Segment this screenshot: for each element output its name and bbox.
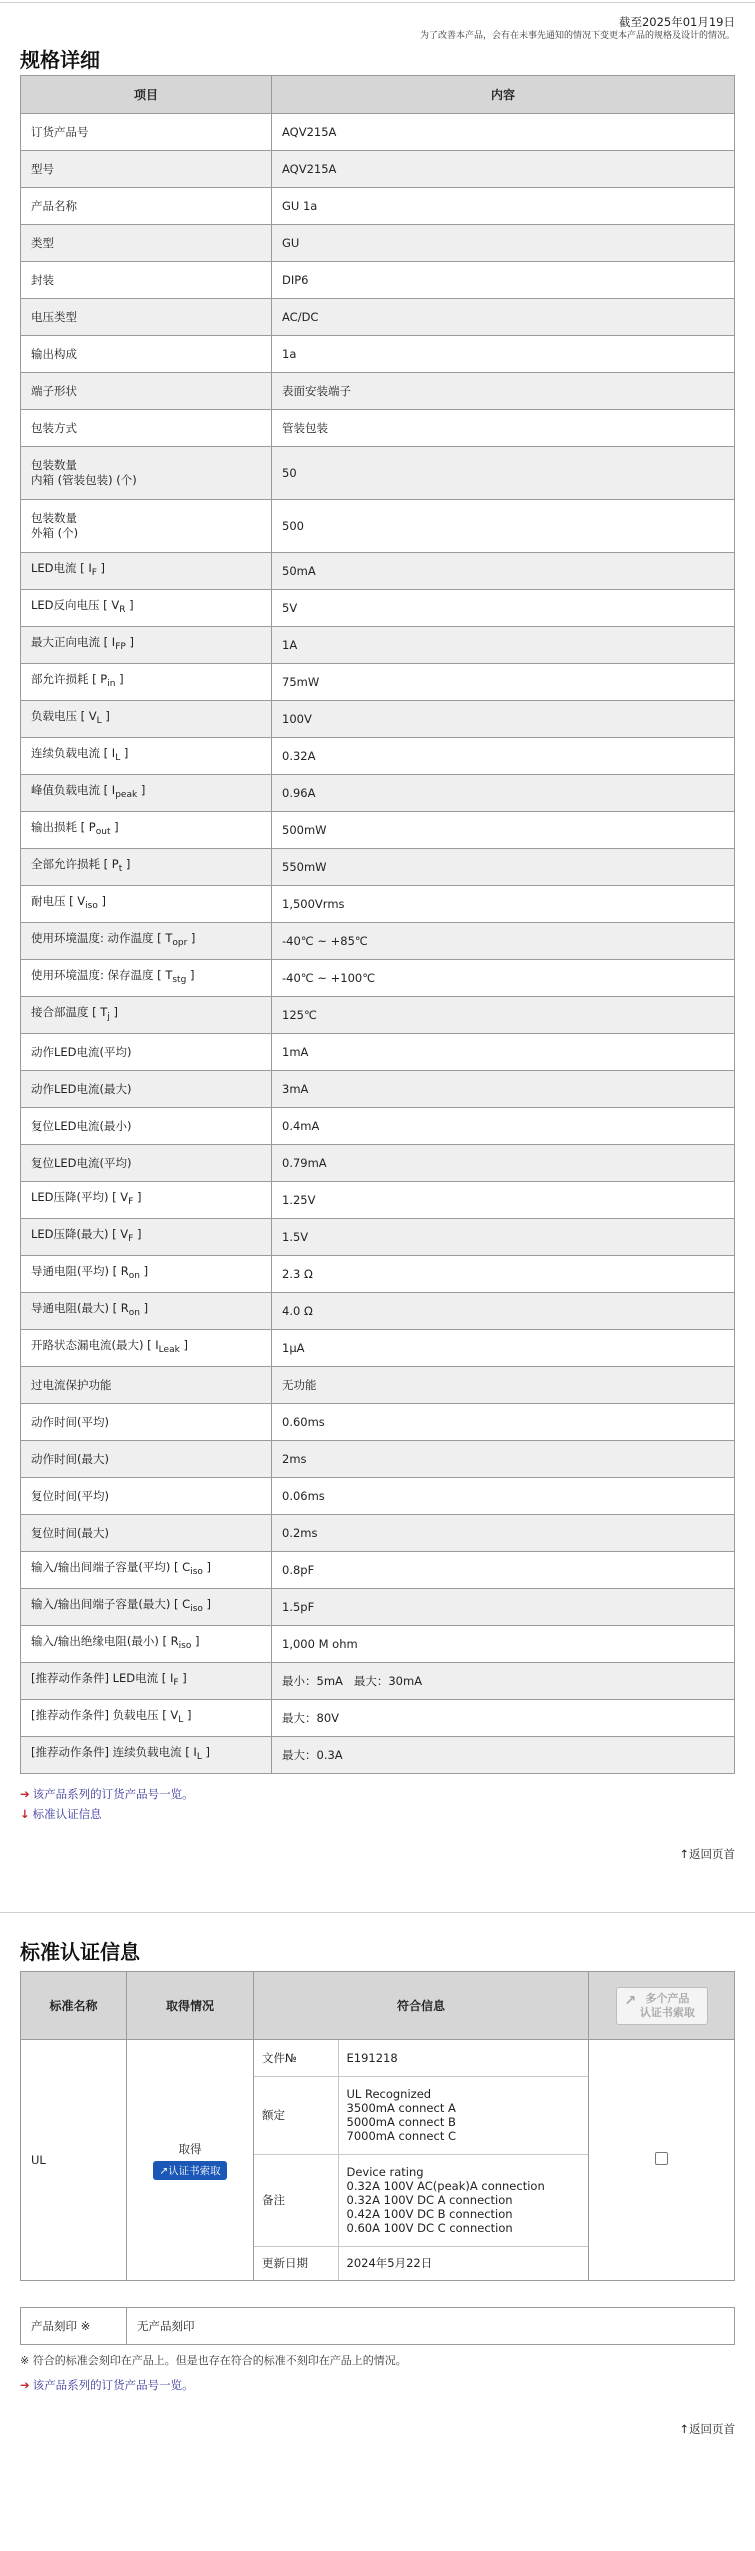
spec-row-label bbox=[21, 151, 272, 188]
spec-row bbox=[21, 923, 735, 960]
spec-label-subscript: on bbox=[128, 1308, 140, 1318]
remark-value: Device rating 0.32A 100V AC(peak)A connection 0.32A 100V DC A connection 0.42A 100V DC B connection 0.60A 100V DC C connection bbox=[338, 2154, 588, 2246]
spec-row bbox=[21, 1663, 735, 1700]
spec-row-value: 0.2ms bbox=[272, 1515, 735, 1552]
spec-label-text: 导通电阻(平均) [ R bbox=[31, 1264, 129, 1278]
spec-row bbox=[21, 262, 735, 299]
spec-row-label bbox=[21, 1404, 272, 1441]
spec-label-subscript: Leak bbox=[158, 1345, 180, 1355]
remark-label: 备注 bbox=[254, 2154, 338, 2246]
spec-row bbox=[21, 410, 735, 447]
spec-label-suffix: ] bbox=[201, 1745, 210, 1759]
spec-row-value: 4.0 Ω bbox=[272, 1293, 735, 1330]
spec-row-label bbox=[21, 299, 272, 336]
cert-table bbox=[20, 1971, 735, 2281]
spec-label-suffix: ] bbox=[178, 1671, 187, 1685]
spec-label-text: 动作时间(平均) bbox=[31, 1414, 109, 1429]
spec-row-label bbox=[21, 960, 272, 997]
spec-row-label bbox=[21, 262, 272, 299]
spec-label-text: 最大正向电流 [ I bbox=[31, 635, 116, 649]
spec-label-text: 连续负载电流 [ I bbox=[31, 746, 116, 760]
spec-row-label bbox=[21, 1071, 272, 1108]
spec-row bbox=[21, 553, 735, 590]
spec-row bbox=[21, 114, 735, 151]
spec-label-text: 订货产品号 bbox=[31, 124, 89, 139]
spec-label-suffix: ] bbox=[96, 561, 106, 575]
spec-row bbox=[21, 1219, 735, 1256]
spec-row bbox=[21, 1700, 735, 1737]
spec-label-text: 输出损耗 [ P bbox=[31, 820, 96, 834]
spec-label-text: 输出构成 bbox=[31, 346, 77, 361]
spec-label-text: 动作时间(最大) bbox=[31, 1451, 109, 1466]
spec-row-value: AQV215A bbox=[272, 114, 735, 151]
spec-row bbox=[21, 151, 735, 188]
file-no-label: 文件№ bbox=[254, 2040, 338, 2076]
spec-label-text: 使用环境温度: 保存温度 [ T bbox=[31, 968, 173, 982]
spec-row bbox=[21, 1071, 735, 1108]
rating-label: 额定 bbox=[254, 2076, 338, 2154]
spec-row-label bbox=[21, 849, 272, 886]
change-notice: 为了改善本产品，会有在未事先通知的情况下变更本产品的规格及设计的情况。 bbox=[419, 31, 735, 41]
spec-row-value: 0.32A bbox=[272, 738, 735, 775]
cert-info-table bbox=[254, 2040, 588, 2280]
spec-row-label bbox=[21, 997, 272, 1034]
spec-row-label bbox=[21, 1552, 272, 1589]
spec-links bbox=[20, 1784, 755, 1824]
spec-row bbox=[21, 1626, 735, 1663]
cert-info-cell bbox=[254, 2040, 589, 2281]
spec-label-subscript: j bbox=[107, 1012, 110, 1022]
spec-row bbox=[21, 775, 735, 812]
cert-select-cell bbox=[589, 2040, 735, 2281]
date-line: 截至2025年01月19日 bbox=[618, 15, 735, 29]
spec-label-text: 封装 bbox=[31, 272, 54, 287]
spec-label-text: 过电流保护功能 bbox=[31, 1377, 112, 1392]
spec-label-text: 部允许损耗 [ P bbox=[31, 672, 108, 686]
spec-label-text: 复位时间(最大) bbox=[31, 1525, 109, 1540]
spec-row-label bbox=[21, 923, 272, 960]
spec-label-subscript: iso bbox=[190, 1567, 203, 1577]
spec-row bbox=[21, 1737, 735, 1774]
spec-row-label bbox=[21, 1256, 272, 1293]
spec-label-text: 动作LED电流(平均) bbox=[31, 1044, 132, 1059]
spec-label-subscript: iso bbox=[190, 1604, 203, 1614]
spec-row-label bbox=[21, 1145, 272, 1182]
arrow-up-icon: ↑ bbox=[679, 2422, 689, 2436]
cert-title: 标准认证信息 bbox=[20, 1940, 140, 1964]
cert-info-link[interactable] bbox=[20, 1804, 755, 1824]
spec-row bbox=[21, 1589, 735, 1626]
spec-row-value: -40℃ ~ +85℃ bbox=[272, 923, 735, 960]
spec-row-value: 0.06ms bbox=[272, 1478, 735, 1515]
page bbox=[0, 2, 755, 2447]
spec-row-value: 2ms bbox=[272, 1441, 735, 1478]
spec-row-value: DIP6 bbox=[272, 262, 735, 299]
cert-info-rating-row bbox=[254, 2076, 588, 2154]
cert-info-remark-row bbox=[254, 2154, 588, 2246]
section-divider bbox=[0, 1912, 755, 1913]
spec-label-subscript: F bbox=[128, 1234, 134, 1244]
spec-body bbox=[21, 114, 735, 1774]
spec-row-value: 1.5V bbox=[272, 1219, 735, 1256]
spec-label-text: 包装方式 bbox=[31, 420, 77, 435]
spec-row-value: 75mW bbox=[272, 664, 735, 701]
spec-label-subscript: L bbox=[96, 716, 102, 726]
spec-row-value: 1,000 M ohm bbox=[272, 1626, 735, 1663]
spec-title: 规格详细 bbox=[20, 48, 100, 72]
spec-row-value: GU bbox=[272, 225, 735, 262]
arrow-up-icon: ↑ bbox=[679, 1847, 689, 1861]
spec-label-text: LED反向电压 [ V bbox=[31, 598, 120, 612]
spec-row bbox=[21, 1404, 735, 1441]
spec-row-value: -40℃ ~ +100℃ bbox=[272, 960, 735, 997]
rating-value: UL Recognized 3500mA connect A 5000mA connect B 7000mA connect C bbox=[338, 2076, 588, 2154]
spec-label-subscript: iso bbox=[178, 1641, 192, 1651]
spec-row-value: 0.60ms bbox=[272, 1404, 735, 1441]
spec-label-suffix: ] bbox=[186, 968, 195, 982]
spec-row-value: 1mA bbox=[272, 1034, 735, 1071]
spec-label-subscript: opr bbox=[172, 938, 188, 948]
spec-row-value: 500mW bbox=[272, 812, 735, 849]
spec-row-value: 125℃ bbox=[272, 997, 735, 1034]
product-mark-label: 产品刻印 ※ bbox=[21, 2308, 127, 2345]
spec-label-text: 耐电压 [ V bbox=[31, 894, 86, 908]
spec-row bbox=[21, 886, 735, 923]
spec-label-subscript: in bbox=[107, 679, 116, 689]
spec-row-value: 100V bbox=[272, 701, 735, 738]
series-list-link-label: 该产品系列的订货产品号一览。 bbox=[32, 1787, 194, 1801]
file-no-value: E191218 bbox=[338, 2040, 588, 2076]
spec-row bbox=[21, 336, 735, 373]
spec-row-value: AC/DC bbox=[272, 299, 735, 336]
spec-label-suffix: ] bbox=[125, 598, 134, 612]
spec-label-text: LED电流 [ I bbox=[31, 561, 92, 575]
cert-row-ul bbox=[21, 2040, 735, 2281]
spec-label-text: 使用环境温度: 动作温度 [ T bbox=[31, 931, 173, 945]
spec-row bbox=[21, 1515, 735, 1552]
spec-row-value: 550mW bbox=[272, 849, 735, 886]
cert-status: 取得 bbox=[178, 2141, 202, 2156]
spec-header-row bbox=[21, 76, 735, 114]
cert-series-list-link-label: 该产品系列的订货产品号一览。 bbox=[32, 2378, 194, 2392]
spec-label-subscript: R bbox=[119, 605, 126, 615]
spec-row-value: 50mA bbox=[272, 553, 735, 590]
spec-label-subscript: F bbox=[91, 568, 97, 578]
spec-row-label bbox=[21, 114, 272, 151]
spec-row-label bbox=[21, 812, 272, 849]
spec-label-text: [推荐动作条件] 连续负载电流 [ I bbox=[31, 1745, 197, 1759]
spec-row-value: 最小：5mA 最大：30mA bbox=[272, 1663, 735, 1700]
date-block bbox=[0, 3, 755, 43]
back-to-top-link[interactable] bbox=[0, 1846, 755, 1862]
spec-row-label bbox=[21, 447, 272, 500]
spec-row bbox=[21, 738, 735, 775]
spec-label-subscript: out bbox=[95, 827, 111, 837]
arrow-right-icon: ➔ bbox=[20, 2378, 30, 2392]
cert-request-button[interactable] bbox=[153, 2161, 226, 2180]
product-mark-row bbox=[21, 2308, 735, 2345]
spec-row-value: 最大：80V bbox=[272, 1700, 735, 1737]
product-mark-value: 无产品刻印 bbox=[127, 2308, 735, 2345]
arrow-diagonal-icon: ↗ bbox=[624, 1992, 637, 2009]
cert-name: UL bbox=[21, 2040, 127, 2281]
spec-row-value: 2.3 Ω bbox=[272, 1256, 735, 1293]
spec-row-label bbox=[21, 1478, 272, 1515]
spec-label-text: 电压类型 bbox=[31, 309, 77, 324]
spec-label-suffix: ] bbox=[133, 1227, 142, 1241]
spec-row bbox=[21, 1145, 735, 1182]
spec-row-label bbox=[21, 553, 272, 590]
spec-label-suffix: ] bbox=[191, 1634, 200, 1648]
cert-info-update-row bbox=[254, 2246, 588, 2280]
spec-label-suffix: ] bbox=[115, 672, 124, 686]
spec-label-suffix: ] bbox=[133, 1190, 142, 1204]
spec-label-suffix: ] bbox=[202, 1597, 212, 1611]
spec-label-suffix: ] bbox=[137, 783, 146, 797]
cert-col-info: 符合信息 bbox=[254, 1972, 589, 2040]
spec-row-label bbox=[21, 1367, 272, 1404]
spec-row-value: 无功能 bbox=[272, 1367, 735, 1404]
spec-row-value: 5V bbox=[272, 590, 735, 627]
spec-label-text: 输入/输出绝缘电阻(最小) [ R bbox=[31, 1634, 179, 1648]
cert-back-to-top-link[interactable] bbox=[0, 2421, 755, 2447]
spec-label-text: 复位LED电流(最小) bbox=[31, 1118, 132, 1133]
spec-row-value: 表面安装端子 bbox=[272, 373, 735, 410]
spec-row bbox=[21, 1293, 735, 1330]
spec-row bbox=[21, 627, 735, 664]
cert-col-name: 标准名称 bbox=[21, 1972, 127, 2040]
cert-back-to-top-label: 返回页首 bbox=[689, 2422, 735, 2436]
spec-label-subscript: on bbox=[128, 1271, 140, 1281]
spec-label-text: 端子形状 bbox=[31, 383, 77, 398]
arrow-right-icon: ➔ bbox=[20, 1787, 30, 1801]
spec-label-suffix: ] bbox=[202, 1560, 212, 1574]
spec-row bbox=[21, 1552, 735, 1589]
cert-info-link-label: 标准认证信息 bbox=[32, 1807, 102, 1821]
spec-label-text: 接合部温度 [ T bbox=[31, 1005, 108, 1019]
spec-label-subscript: peak bbox=[115, 790, 138, 800]
arrow-down-icon: ↓ bbox=[20, 1807, 30, 1821]
spec-row-value: 1A bbox=[272, 627, 735, 664]
cert-request-label: 认证书索取 bbox=[168, 2164, 221, 2177]
spec-label-text: 产品名称 bbox=[31, 198, 77, 213]
spec-row-label bbox=[21, 627, 272, 664]
spec-col-content: 内容 bbox=[272, 76, 735, 114]
spec-label-suffix: ] bbox=[120, 746, 129, 760]
spec-row-value: GU 1a bbox=[272, 188, 735, 225]
spec-label-suffix: ] bbox=[109, 1005, 118, 1019]
spec-label-text: 全部允许损耗 [ P bbox=[31, 857, 119, 871]
spec-row-value: 1.5pF bbox=[272, 1589, 735, 1626]
spec-row-value: 0.96A bbox=[272, 775, 735, 812]
spec-row-label bbox=[21, 1293, 272, 1330]
spec-row bbox=[21, 188, 735, 225]
multi-product-cert-label: 多个产品 认证书索取 bbox=[639, 1991, 695, 2019]
spec-label-subscript: L bbox=[178, 1715, 184, 1725]
spec-row-label bbox=[21, 1515, 272, 1552]
spec-row-label bbox=[21, 1330, 272, 1367]
spec-row-value: 0.8pF bbox=[272, 1552, 735, 1589]
spec-row-value: 管装包装 bbox=[272, 410, 735, 447]
spec-row bbox=[21, 849, 735, 886]
cert-col-status: 取得情况 bbox=[127, 1972, 254, 2040]
spec-row-label bbox=[21, 500, 272, 553]
spec-label-suffix: ] bbox=[139, 1301, 149, 1315]
spec-label-subscript: F bbox=[128, 1197, 134, 1207]
spec-row bbox=[21, 960, 735, 997]
spec-row-label bbox=[21, 188, 272, 225]
spec-label-suffix: ] bbox=[122, 857, 131, 871]
series-list-link[interactable] bbox=[20, 1784, 755, 1804]
spec-row-label bbox=[21, 336, 272, 373]
spec-label-subscript: FP bbox=[115, 642, 126, 652]
spec-label-suffix: ] bbox=[139, 1264, 149, 1278]
spec-row bbox=[21, 1256, 735, 1293]
spec-label-subscript: t bbox=[118, 864, 123, 874]
spec-label-subscript: stg bbox=[172, 975, 187, 985]
spec-row-value: 最大：0.3A bbox=[272, 1737, 735, 1774]
update-date-label: 更新日期 bbox=[254, 2246, 338, 2280]
spec-row-value: 1.25V bbox=[272, 1182, 735, 1219]
spec-row bbox=[21, 373, 735, 410]
spec-row-value: 50 bbox=[272, 447, 735, 500]
cert-info-file-row bbox=[254, 2040, 588, 2076]
spec-label-text: 类型 bbox=[31, 235, 54, 250]
spec-col-item: 项目 bbox=[21, 76, 272, 114]
spec-label-suffix: ] bbox=[125, 635, 134, 649]
spec-label-subscript: F bbox=[173, 1678, 179, 1688]
spec-label-text: 输入/输出间端子容量(最大) [ C bbox=[31, 1597, 191, 1611]
spec-label-suffix: ] bbox=[110, 820, 119, 834]
spec-label-suffix: ] bbox=[97, 894, 107, 908]
spec-row bbox=[21, 1441, 735, 1478]
spec-row-label bbox=[21, 1663, 272, 1700]
update-date-value: 2024年5月22日 bbox=[346, 2256, 433, 2271]
spec-row-value: 1,500Vrms bbox=[272, 886, 735, 923]
spec-row-label bbox=[21, 1034, 272, 1071]
spec-row bbox=[21, 1182, 735, 1219]
cert-status-cell bbox=[127, 2040, 254, 2281]
spec-label-text: 包装数量 外箱 (个) bbox=[31, 511, 79, 540]
spec-row-label bbox=[21, 1589, 272, 1626]
spec-row bbox=[21, 812, 735, 849]
spec-row-label bbox=[21, 1108, 272, 1145]
spec-table bbox=[20, 75, 735, 1774]
spec-row-value: 500 bbox=[272, 500, 735, 553]
spec-row-value: 1a bbox=[272, 336, 735, 373]
spec-row bbox=[21, 1478, 735, 1515]
spec-label-suffix: ] bbox=[179, 1338, 188, 1352]
spec-row-value: 0.79mA bbox=[272, 1145, 735, 1182]
spec-label-subscript: L bbox=[196, 1752, 202, 1762]
spec-label-text: 输入/输出间端子容量(平均) [ C bbox=[31, 1560, 191, 1574]
spec-label-text: LED压降(平均) [ V bbox=[31, 1190, 129, 1204]
spec-row-label bbox=[21, 410, 272, 447]
spec-row-label bbox=[21, 590, 272, 627]
spec-row-label bbox=[21, 1441, 272, 1478]
cert-header-row bbox=[21, 1972, 735, 2040]
mark-note: ※ 符合的标准会刻印在产品上。但是也存在符合的标准不刻印在产品上的情况。 bbox=[20, 2354, 407, 2367]
spec-row-label bbox=[21, 1737, 272, 1774]
spec-row bbox=[21, 997, 735, 1034]
cert-col-action bbox=[589, 1972, 735, 2040]
product-mark-table bbox=[20, 2307, 735, 2345]
spec-label-text: 峰值负载电流 [ I bbox=[31, 783, 116, 797]
spec-row-label bbox=[21, 1700, 272, 1737]
spec-label-suffix: ] bbox=[183, 1708, 192, 1722]
spec-label-text: 开路状态漏电流(最大) [ I bbox=[31, 1338, 159, 1352]
spec-row-value: 0.4mA bbox=[272, 1108, 735, 1145]
spec-row bbox=[21, 1034, 735, 1071]
spec-row bbox=[21, 447, 735, 500]
spec-row bbox=[21, 1367, 735, 1404]
spec-row-label bbox=[21, 775, 272, 812]
spec-label-text: [推荐动作条件] 负载电压 [ V bbox=[31, 1708, 179, 1722]
cert-links bbox=[20, 2375, 755, 2395]
arrow-diagonal-icon: ↗ bbox=[159, 2164, 169, 2177]
spec-label-text: LED压降(最大) [ V bbox=[31, 1227, 129, 1241]
spec-row bbox=[21, 701, 735, 738]
spec-row-label bbox=[21, 373, 272, 410]
spec-label-suffix: ] bbox=[101, 709, 110, 723]
spec-row-label bbox=[21, 701, 272, 738]
multi-product-cert-button[interactable] bbox=[616, 1987, 708, 2025]
spec-row-label bbox=[21, 225, 272, 262]
cert-series-list-link[interactable] bbox=[20, 2375, 755, 2395]
spec-row-label bbox=[21, 1219, 272, 1256]
spec-label-subscript: L bbox=[115, 753, 121, 763]
spec-row-label bbox=[21, 1182, 272, 1219]
spec-row bbox=[21, 1108, 735, 1145]
spec-label-text: 包装数量 内箱 (管装包装) (个) bbox=[31, 458, 137, 487]
spec-label-text: 动作LED电流(最大) bbox=[31, 1081, 132, 1096]
spec-row-value: 3mA bbox=[272, 1071, 735, 1108]
spec-row-label bbox=[21, 664, 272, 701]
spec-label-text: 型号 bbox=[31, 161, 54, 176]
back-to-top-label: 返回页首 bbox=[689, 1847, 735, 1861]
spec-row-label bbox=[21, 1626, 272, 1663]
spec-label-subscript: iso bbox=[85, 901, 98, 911]
spec-label-text: 复位时间(平均) bbox=[31, 1488, 109, 1503]
spec-row-label bbox=[21, 886, 272, 923]
spec-row bbox=[21, 500, 735, 553]
spec-label-text: 负载电压 [ V bbox=[31, 709, 97, 723]
spec-label-text: [推荐动作条件] LED电流 [ I bbox=[31, 1671, 174, 1685]
spec-row-value: 1μA bbox=[272, 1330, 735, 1367]
spec-row bbox=[21, 664, 735, 701]
spec-row-label bbox=[21, 738, 272, 775]
spec-row bbox=[21, 590, 735, 627]
spec-row bbox=[21, 1330, 735, 1367]
spec-label-text: 导通电阻(最大) [ R bbox=[31, 1301, 129, 1315]
spec-row bbox=[21, 299, 735, 336]
spec-row-value: AQV215A bbox=[272, 151, 735, 188]
spec-label-suffix: ] bbox=[187, 931, 196, 945]
spec-row bbox=[21, 225, 735, 262]
cert-select-checkbox[interactable] bbox=[655, 2152, 668, 2165]
spec-label-text: 复位LED电流(平均) bbox=[31, 1155, 132, 1170]
